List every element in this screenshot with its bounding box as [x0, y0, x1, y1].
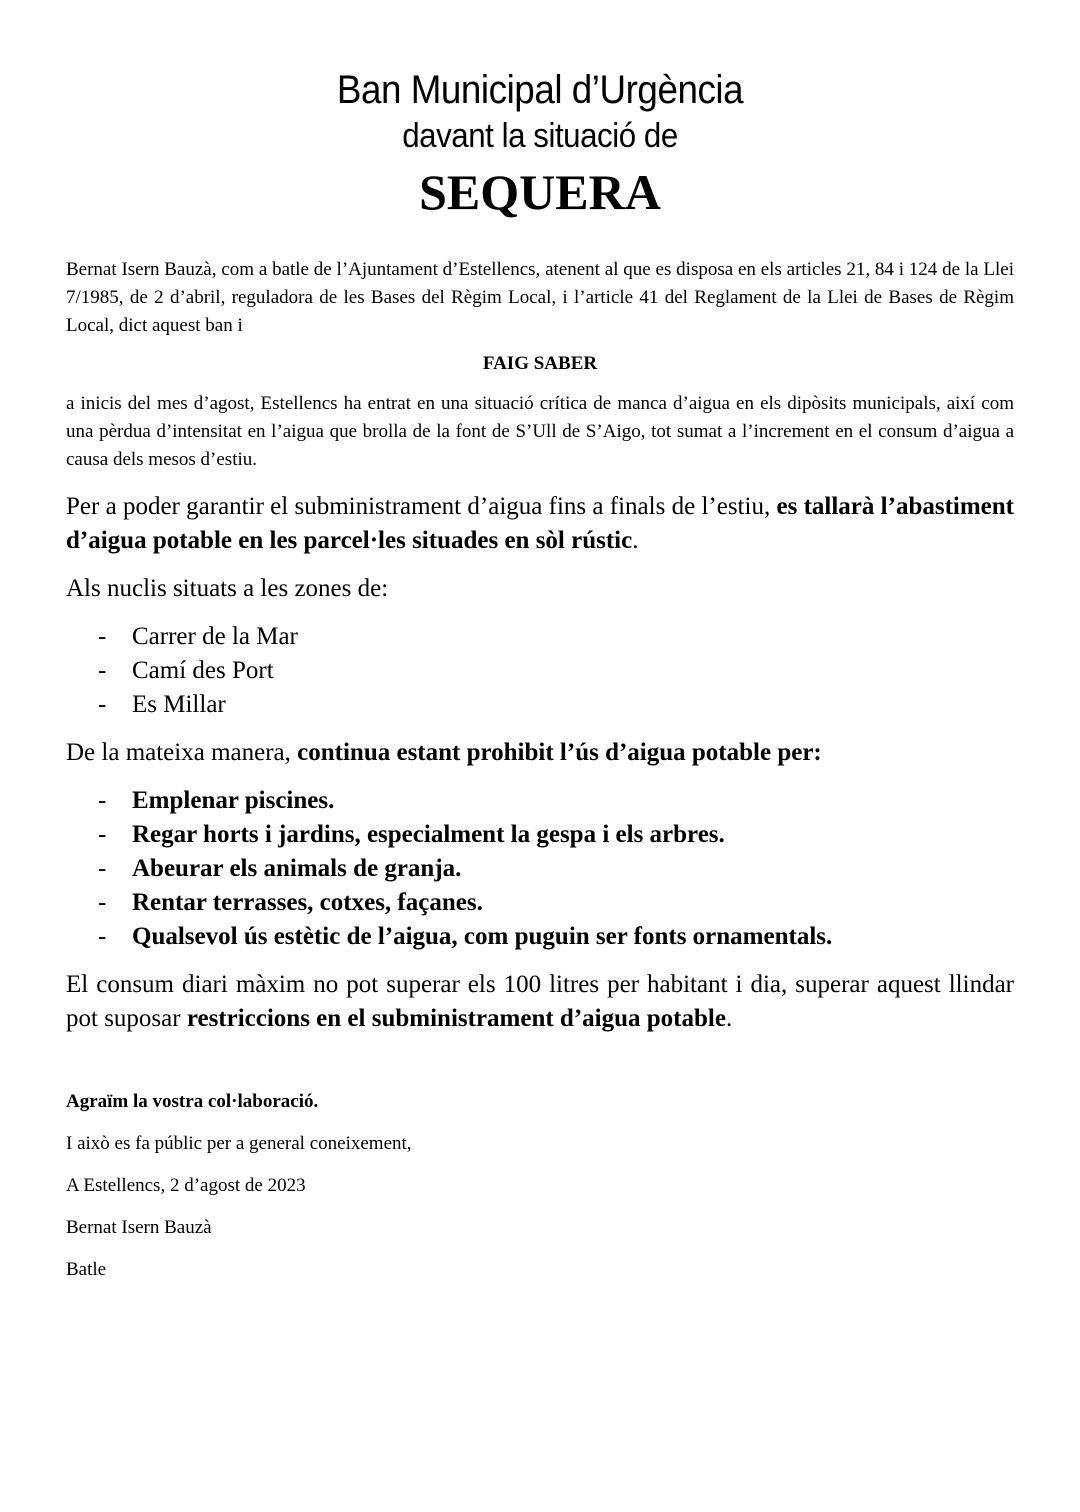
title-block	[0, 64, 1080, 224]
prohibited-item: Emplenar piscines.	[132, 787, 335, 814]
dash-bullet: -	[98, 657, 107, 684]
dash-bullet: -	[98, 855, 107, 882]
limit-text: El consum diari màxim no pot superar els 100 litres per habitant i dia, superar aquest llindar pot suposar	[66, 971, 1014, 1032]
list-item	[66, 818, 1014, 852]
situation-paragraph: a inicis del mes d’agost, Estellencs ha entrat en una situació crítica de manca d’aigua en els dipòsits municipals, així com una pèrdua d’intensitat en l’aigua que brolla de la font de S’Ull de S’Aigo, tot sumat a l’increment en el consum d’aigua a causa dels mesos d’estiu.	[66, 393, 1014, 470]
intro-paragraph: Bernat Isern Bauzà, com a batle de l’Ajuntament d’Estellencs, atenent al que es disposa en els articles 21, 84 i 124 de la Llei 7/1985, de 2 d’abril, reguladora de les Bases del Règim Local, i l’article 41 del Reglament de la Llei de Bases de Règim Local, dict aquest ban i	[66, 259, 1014, 336]
prohibition-bold: continua estant prohibit l’ús d’aigua potable per:	[297, 739, 822, 766]
dash-bullet: -	[98, 787, 107, 814]
dash-bullet: -	[98, 821, 107, 848]
zones-list	[66, 620, 1014, 722]
limit-paragraph	[66, 968, 1014, 1036]
limit-end: .	[725, 1005, 733, 1032]
supply-bold: es tallarà l’abastiment d’aigua potable en les parcel·les situades en sòl rústic	[66, 493, 1014, 554]
prohibition-paragraph	[66, 736, 1014, 770]
dash-bullet: -	[98, 923, 107, 950]
place-date-line: A Estellencs, 2 d’agost de 2023	[66, 1175, 306, 1196]
list-item	[66, 886, 1014, 920]
faig-saber-heading: FAIG SABER	[482, 353, 598, 374]
prohibited-list	[66, 784, 1014, 954]
page-title: Ban Municipal d’Urgència	[336, 68, 744, 112]
list-item	[66, 620, 1014, 654]
list-item	[66, 920, 1014, 954]
public-line: I això es fa públic per a general coneixement,	[66, 1133, 412, 1154]
limit-bold: restriccions en el subministrament d’aigua potable	[186, 1005, 726, 1032]
document-body	[66, 256, 1014, 1036]
signer-role: Batle	[66, 1259, 107, 1280]
supply-text: Per a poder garantir el subministrament d’aigua fins a finals de l’estiu,	[66, 493, 777, 520]
dash-bullet: -	[98, 889, 107, 916]
dash-bullet: -	[98, 623, 107, 650]
page-headline: SEQUERA	[419, 164, 661, 220]
zone-item: Carrer de la Mar	[132, 623, 298, 650]
page-subtitle: davant la situació de	[402, 117, 678, 155]
prohibited-item: Abeurar els animals de granja.	[132, 855, 462, 882]
list-item	[66, 654, 1014, 688]
prohibited-item: Rentar terrasses, cotxes, façanes.	[132, 889, 483, 916]
prohibited-item: Regar horts i jardins, especialment la gespa i els arbres.	[132, 821, 725, 848]
list-item	[66, 688, 1014, 722]
supply-end: .	[632, 527, 639, 554]
zone-item: Camí des Port	[132, 657, 274, 684]
dash-bullet: -	[98, 691, 107, 718]
signer-name: Bernat Isern Bauzà	[66, 1217, 212, 1238]
prohibited-item: Qualsevol ús estètic de l’aigua, com puguin ser fonts ornamentals.	[132, 923, 833, 950]
prohibition-text: De la mateixa manera,	[66, 739, 298, 766]
zone-item: Es Millar	[132, 691, 226, 718]
list-item	[66, 852, 1014, 886]
closing-block	[66, 1088, 412, 1298]
thanks-line: Agraïm la vostra col·laboració.	[66, 1091, 319, 1112]
supply-paragraph	[66, 490, 1014, 558]
zones-intro: Als nuclis situats a les zones de:	[66, 575, 389, 602]
list-item	[66, 784, 1014, 818]
